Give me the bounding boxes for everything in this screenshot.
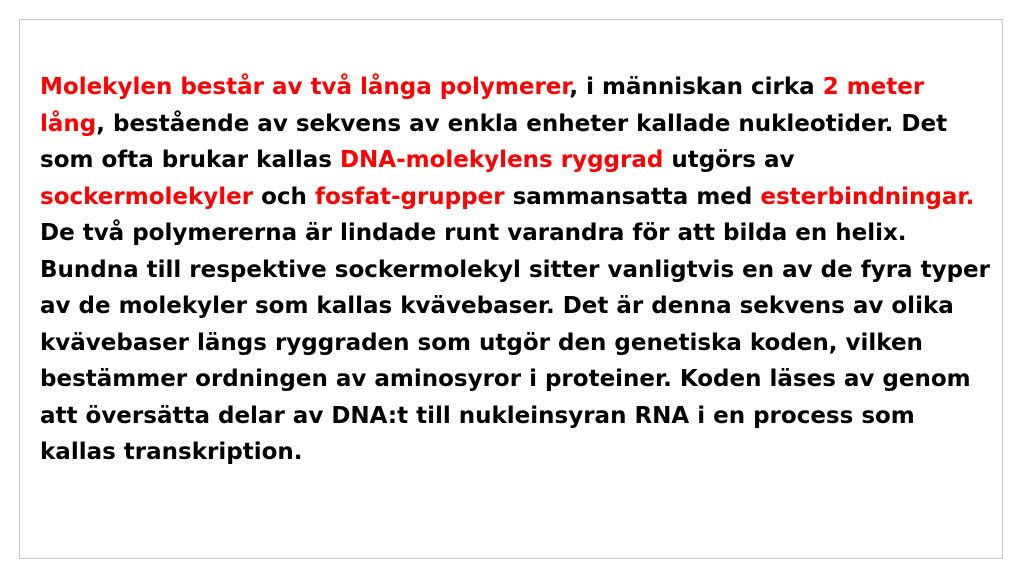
slide-body-text bbox=[40, 69, 990, 471]
text-segment: utgörs av bbox=[663, 147, 795, 173]
text-segment-highlight: Molekylen består av två långa polymerer bbox=[40, 74, 570, 100]
text-segment-highlight: fosfat-grupper bbox=[314, 183, 505, 210]
text-segment-highlight: DNA-molekylens ryggrad bbox=[339, 147, 664, 173]
text-segment: och bbox=[253, 183, 315, 210]
text-segment-highlight: esterbindningar. bbox=[760, 183, 975, 210]
text-segment: sammansatta med bbox=[504, 183, 761, 210]
text-segment: , bestående av sekvens av enkla enheter kallade nukleotider. Det som ofta brukar kallas bbox=[40, 110, 948, 173]
text-segment-highlight: sockermolekyler bbox=[40, 183, 254, 210]
text-segment: , i människan cirka bbox=[569, 74, 823, 100]
text-segment: De två polymererna är lindade runt varandra för att bilda en helix. Bundna till respektive sockermolekyl sitter vanligtvis en av de fyra typer av de molekyler som kallas kvävebaser. Det är denna sekvens av olika kvävebaser längs ryggraden som utgör den genetiska koden, vilken bestämmer ordningen av aminosyror i proteiner. Koden läses av genom att översätta delar av DNA:t till nukleinsyran RNA i en process som kallas transkription. bbox=[40, 220, 990, 465]
slide-frame bbox=[19, 19, 1003, 559]
text-segment-highlight: 2 meter lång bbox=[40, 74, 925, 137]
